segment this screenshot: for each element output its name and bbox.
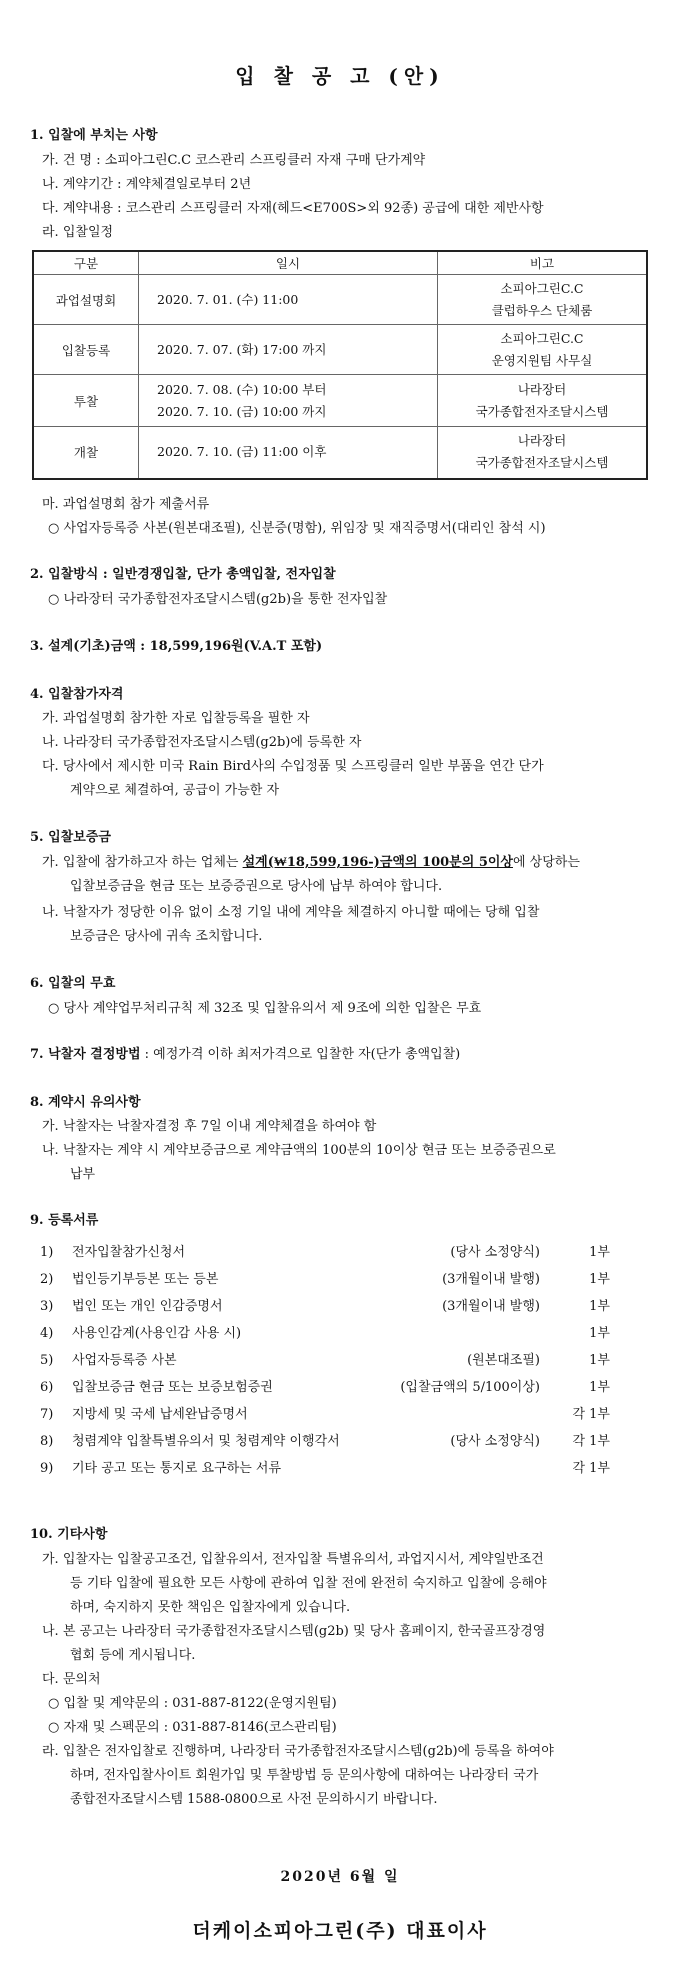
schedule-note-line: 소피아그린C.C [500, 330, 584, 346]
list-item [40, 1456, 630, 1482]
s10-item-da: 다. 문의처 [42, 1672, 101, 1687]
doc-number: 6) [40, 1380, 54, 1395]
s10-item-na: 나. 본 공고는 나라장터 국가종합전자조달시스템(g2b) 및 당사 홈페이지, 한국골프장경영 [42, 1624, 546, 1639]
page-title: 입 찰 공 고 (안) [235, 64, 445, 88]
section-8-heading: 8. 계약시 유의사항 [30, 1095, 141, 1110]
doc-quantity: 1부 [589, 1380, 610, 1395]
doc-name: 법인등기부등본 또는 등본 [72, 1272, 219, 1287]
doc-name: 전자입찰참가신청서 [72, 1245, 186, 1260]
doc-name: 사업자등록증 사본 [72, 1353, 177, 1368]
doc-name: 기타 공고 또는 통지로 요구하는 서류 [72, 1461, 282, 1476]
s10-item-na-cont: 협회 등에 게시됩니다. [70, 1648, 196, 1663]
schedule-when-line: 2020. 7. 08. (수) 10:00 부터 [157, 381, 327, 397]
list-item [40, 1240, 630, 1266]
doc-note: (원본대조필) [467, 1353, 540, 1368]
doc-quantity: 1부 [589, 1326, 610, 1341]
section-10-heading: 10. 기타사항 [30, 1527, 108, 1542]
s10-item-ra: 라. 입찰은 전자입찰로 진행하며, 나라장터 국가종합전자조달시스템(g2b)에 등록을 하여야 [42, 1744, 554, 1759]
section-7-heading: 7. 낙찰자 결정방법 [30, 1047, 141, 1062]
s5-item-na: 나. 낙찰자가 정당한 이유 없이 소정 기일 내에 계약을 체결하지 아니할 때에는 당해 입찰 [42, 905, 540, 920]
schedule-note-line: 국가종합전자조달시스템 [475, 403, 609, 419]
list-item [40, 1348, 630, 1374]
schedule-when [139, 427, 438, 479]
schedule-when [139, 275, 438, 325]
schedule-note-line: 나라장터 [517, 381, 567, 397]
doc-note: (3개월이내 발행) [442, 1299, 540, 1314]
doc-note: (당사 소정양식) [450, 1434, 540, 1449]
schedule-note [438, 275, 648, 325]
s1-ma-document-list: ○ 사업자등록증 사본(원본대조필), 신분증(명함), 위임장 및 재직증명서(대리인 참석 시) [48, 521, 546, 536]
s5-ga-emphasis: 설계(₩18,599,196-)금액의 100분의 5이상 [242, 855, 513, 870]
schedule-note-line: 소피아그린C.C [500, 280, 584, 296]
doc-number: 5) [40, 1353, 54, 1368]
schedule-note-line: 클럽하우스 단체룸 [491, 302, 593, 318]
s8-item-na: 나. 낙찰자는 계약 시 계약보증금으로 계약금액의 100분의 10이상 현금 또는 보증증권으로 [42, 1143, 556, 1158]
section-9-heading: 9. 등록서류 [30, 1213, 99, 1228]
doc-name: 법인 또는 개인 인감증명서 [72, 1299, 223, 1314]
notice-date: 2020년 6월 일 [280, 1869, 400, 1885]
s1-item-na: 나. 계약기간 : 계약체결일로부터 2년 [42, 177, 252, 192]
s8-item-na-cont: 납부 [70, 1167, 96, 1182]
schedule-when-line: 2020. 7. 10. (금) 11:00 이후 [157, 444, 327, 460]
schedule-note-line: 운영지원팀 사무실 [491, 352, 593, 368]
schedule-header-note: 비고 [438, 251, 648, 275]
s10-item-ga-cont: 하며, 숙지하지 못한 책임은 입찰자에게 있습니다. [70, 1600, 351, 1615]
s8-item-ga: 가. 낙찰자는 낙찰자결정 후 7일 이내 계약체결을 하여야 함 [42, 1119, 377, 1134]
doc-number: 4) [40, 1326, 54, 1341]
doc-quantity: 1부 [589, 1245, 610, 1260]
schedule-row [33, 427, 647, 479]
schedule-type: 투찰 [33, 375, 139, 427]
doc-name: 사용인감계(사용인감 사용 시) [72, 1326, 242, 1341]
doc-number: 3) [40, 1299, 54, 1314]
s2-item: ○ 나라장터 국가종합전자조달시스템(g2b)을 통한 전자입찰 [48, 592, 388, 607]
s10-contact-spec: ○ 자재 및 스펙문의 : 031-887-8146(코스관리팀) [48, 1720, 337, 1735]
doc-note: (당사 소정양식) [450, 1245, 540, 1260]
s5-item-ga [42, 854, 580, 872]
s4-item-da-cont: 계약으로 체결하여, 공급이 가능한 자 [70, 783, 280, 798]
s1-item-da: 다. 계약내용 : 코스관리 스프링클러 자재(헤드<E700S>외 92종) 공급에 대한 제반사항 [42, 201, 544, 216]
s10-item-ga: 가. 입찰자는 입찰공고조건, 입찰유의서, 전자입찰 특별유의서, 과업지시서, 계약일반조건 [42, 1552, 544, 1567]
issuer-signature: 더케이소피아그린(주) 대표이사 [192, 1920, 488, 1942]
s6-item: ○ 당사 계약업무처리규칙 제 32조 및 입찰유의서 제 9조에 의한 입찰은 무효 [48, 1001, 482, 1016]
s10-contact-contract: ○ 입찰 및 계약문의 : 031-887-8122(운영지원팀) [48, 1696, 337, 1711]
schedule-when-line: 2020. 7. 01. (수) 11:00 [157, 291, 299, 307]
section-5-heading: 5. 입찰보증금 [30, 830, 111, 845]
doc-number: 7) [40, 1407, 54, 1422]
s10-item-ra-cont: 종합전자조달시스템 1588-0800으로 사전 문의하시기 바랍니다. [70, 1792, 438, 1807]
schedule-when [139, 325, 438, 375]
s5-ga-text: 가. 입찰에 참가하고자 하는 업체는 [42, 855, 243, 870]
schedule-header-when: 일시 [139, 251, 438, 275]
doc-number: 8) [40, 1434, 54, 1449]
doc-number: 1) [40, 1245, 54, 1260]
doc-quantity: 각 1부 [572, 1407, 610, 1422]
s10-item-ra-cont: 하며, 전자입찰사이트 회원가입 및 투찰방법 등 문의사항에 대하여는 나라장터 국가 [70, 1768, 539, 1783]
s5-ga-text-end: 에 상당하는 [512, 855, 580, 870]
doc-name: 입찰보증금 현금 또는 보증보험증권 [72, 1380, 273, 1395]
schedule-note [438, 427, 648, 479]
schedule-note [438, 325, 648, 375]
section-7-line [30, 1046, 460, 1064]
schedule-when [139, 375, 438, 427]
s10-item-ga-cont: 등 기타 입찰에 필요한 모든 사항에 관하여 입찰 전에 완전히 숙지하고 입찰에 응해야 [70, 1576, 547, 1591]
doc-quantity: 1부 [589, 1299, 610, 1314]
section-2-heading: 2. 입찰방식 : 일반경쟁입찰, 단가 총액입찰, 전자입찰 [30, 567, 336, 582]
s4-item-ga: 가. 과업설명회 참가한 자로 입찰등록을 필한 자 [42, 711, 310, 726]
schedule-type: 입찰등록 [33, 325, 139, 375]
schedule-row [33, 275, 647, 325]
schedule-header-row [33, 251, 647, 275]
schedule-type: 과업설명회 [33, 275, 139, 325]
schedule-note [438, 375, 648, 427]
list-item [40, 1267, 630, 1293]
s1-item-ga: 가. 건 명 : 소피아그린C.C 코스관리 스프링클러 자재 구매 단가계약 [42, 153, 426, 168]
schedule-type: 개찰 [33, 427, 139, 479]
doc-quantity: 1부 [589, 1353, 610, 1368]
doc-number: 2) [40, 1272, 54, 1287]
schedule-note-line: 국가종합전자조달시스템 [475, 455, 609, 471]
doc-quantity: 각 1부 [572, 1461, 610, 1476]
list-item [40, 1321, 630, 1347]
s5-item-ga-cont: 입찰보증금을 현금 또는 보증증권으로 당사에 납부 하여야 합니다. [70, 879, 443, 894]
schedule-header-type: 구분 [33, 251, 139, 275]
s1-item-ma: 마. 과업설명회 참가 제출서류 [42, 497, 210, 512]
list-item [40, 1375, 630, 1401]
list-item [40, 1429, 630, 1455]
s4-item-na: 나. 나라장터 국가종합전자조달시스템(g2b)에 등록한 자 [42, 735, 362, 750]
schedule-row [33, 375, 647, 427]
schedule-table [32, 250, 648, 480]
doc-note: (입찰금액의 5/100이상) [400, 1380, 540, 1395]
list-item [40, 1402, 630, 1428]
doc-quantity: 1부 [589, 1272, 610, 1287]
schedule-note-line: 나라장터 [517, 433, 567, 449]
section-4-heading: 4. 입찰참가자격 [30, 687, 124, 702]
s1-item-ra: 라. 입찰일정 [42, 225, 114, 240]
schedule-when-line: 2020. 7. 10. (금) 10:00 까지 [157, 403, 327, 419]
section-3-heading: 3. 설계(기초)금액 : 18,599,196원(V.A.T 포함) [30, 639, 323, 654]
schedule-row [33, 325, 647, 375]
schedule-when-line: 2020. 7. 07. (화) 17:00 까지 [157, 341, 327, 357]
s5-item-na-cont: 보증금은 당사에 귀속 조치합니다. [70, 929, 263, 944]
doc-name: 지방세 및 국세 납세완납증명서 [72, 1407, 248, 1422]
section-6-heading: 6. 입찰의 무효 [30, 976, 116, 991]
section-1-heading: 1. 입찰에 부치는 사항 [30, 128, 158, 143]
doc-quantity: 각 1부 [572, 1434, 610, 1449]
list-item [40, 1294, 630, 1320]
s4-item-da: 다. 당사에서 제시한 미국 Rain Bird사의 수입정품 및 스프링클러 일반 부품을 연간 단가 [42, 759, 544, 774]
section-7-text: : 예정가격 이하 최저가격으로 입찰한 자(단가 총액입찰) [140, 1047, 461, 1062]
doc-number: 9) [40, 1461, 54, 1476]
doc-name: 청렴계약 입찰특별유의서 및 청렴계약 이행각서 [72, 1434, 340, 1449]
doc-note: (3개월이내 발행) [442, 1272, 540, 1287]
